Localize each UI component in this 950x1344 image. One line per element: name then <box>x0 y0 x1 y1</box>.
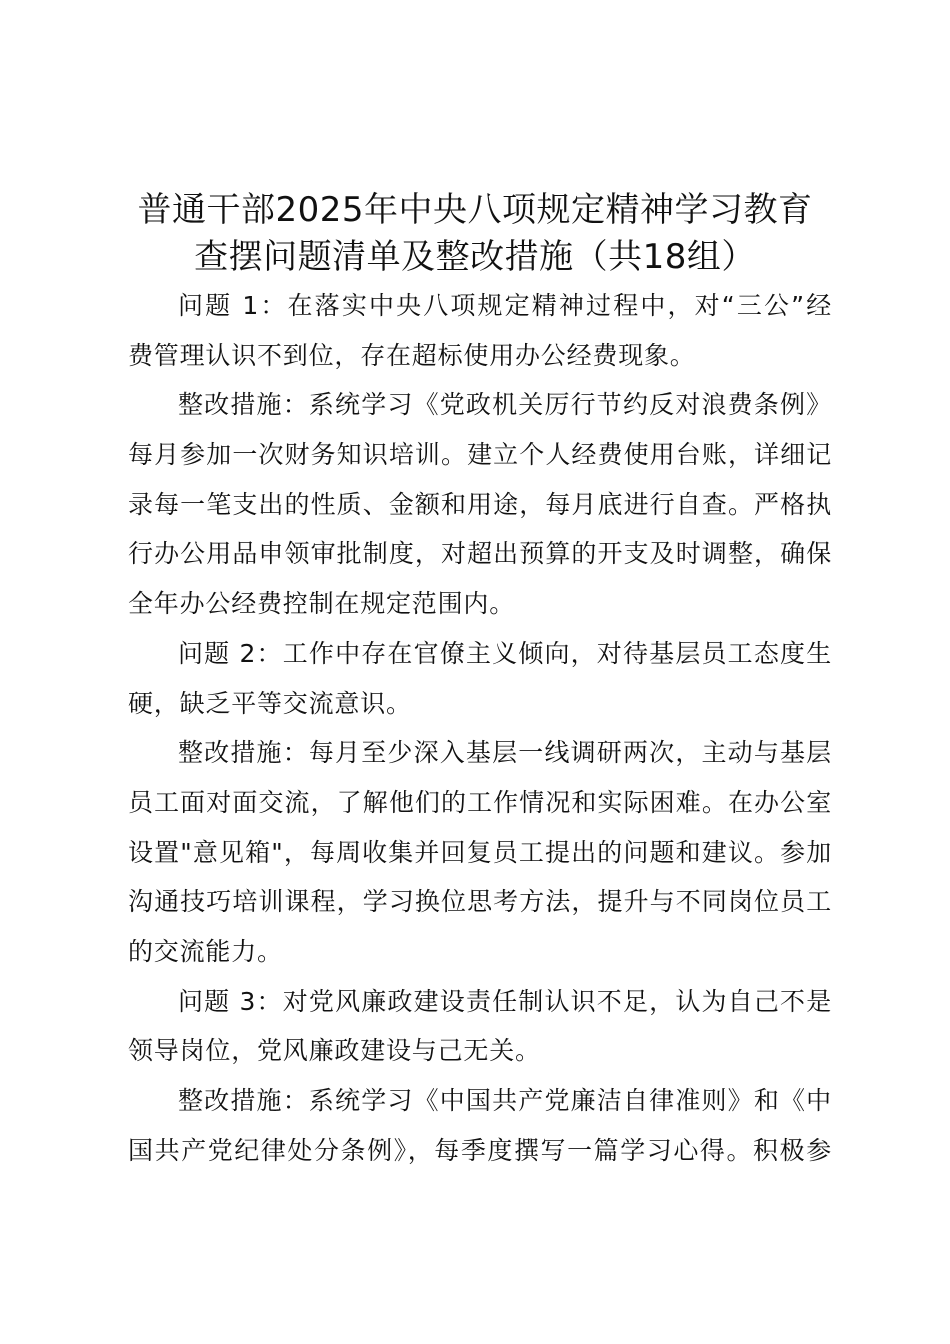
paragraph-line: 行办公用品申领审批制度，对超出预算的开支及时调整，确保 <box>128 539 832 569</box>
measure-1-paragraph <box>128 380 832 628</box>
paragraph-line: 问题 3：对党风廉政建设责任制认识不足，认为自己不是 <box>178 986 832 1016</box>
measure-2-paragraph <box>128 728 832 976</box>
paragraph-line: 国共产党纪律处分条例》，每季度撰写一篇学习心得。积极参 <box>128 1135 832 1165</box>
paragraph-line: 整改措施：系统学习《中国共产党廉洁自律准则》和《中 <box>178 1086 832 1115</box>
paragraph-line: 硬，缺乏平等交流意识。 <box>128 688 412 718</box>
paragraph-line: 整改措施：系统学习《党政机关厉行节约反对浪费条例》 <box>178 390 832 420</box>
paragraph-line: 全年办公经费控制在规定范围内。 <box>128 589 516 619</box>
document-title-line-1: 普通干部2025年中央八项规定精神学习教育 <box>137 190 813 230</box>
paragraph-line: 每月参加一次财务知识培训。建立个人经费使用台账，详细记 <box>128 440 832 470</box>
problem-3-paragraph <box>128 977 832 1076</box>
paragraph-line: 问题 1：在落实中央八项规定精神过程中，对“三公”经 <box>178 291 832 320</box>
paragraph-line: 领导岗位，党风廉政建设与己无关。 <box>128 1036 541 1066</box>
paragraph-line: 问题 2：工作中存在官僚主义倾向，对待基层员工态度生 <box>178 638 832 668</box>
paragraph-line: 费管理认识不到位，存在超标使用办公经费现象。 <box>128 340 696 370</box>
document-body <box>128 281 832 1175</box>
paragraph-line: 的交流能力。 <box>128 936 283 966</box>
paragraph-line: 录每一笔支出的性质、金额和用途，每月底进行自查。严格执 <box>128 489 832 519</box>
measure-3-paragraph <box>128 1076 832 1175</box>
paragraph-line: 设置"意见箱"，每周收集并回复员工提出的问题和建议。参加 <box>128 837 832 867</box>
paragraph-line: 整改措施：每月至少深入基层一线调研两次，主动与基层 <box>178 738 832 768</box>
problem-1-paragraph <box>128 281 832 380</box>
document-title-line-2: 查摆问题清单及整改措施（共18组） <box>194 237 756 277</box>
problem-2-paragraph <box>128 629 832 728</box>
paragraph-line: 员工面对面交流，了解他们的工作情况和实际困难。在办公室 <box>128 787 832 817</box>
paragraph-line: 沟通技巧培训课程，学习换位思考方法，提升与不同岗位员工 <box>128 887 832 917</box>
